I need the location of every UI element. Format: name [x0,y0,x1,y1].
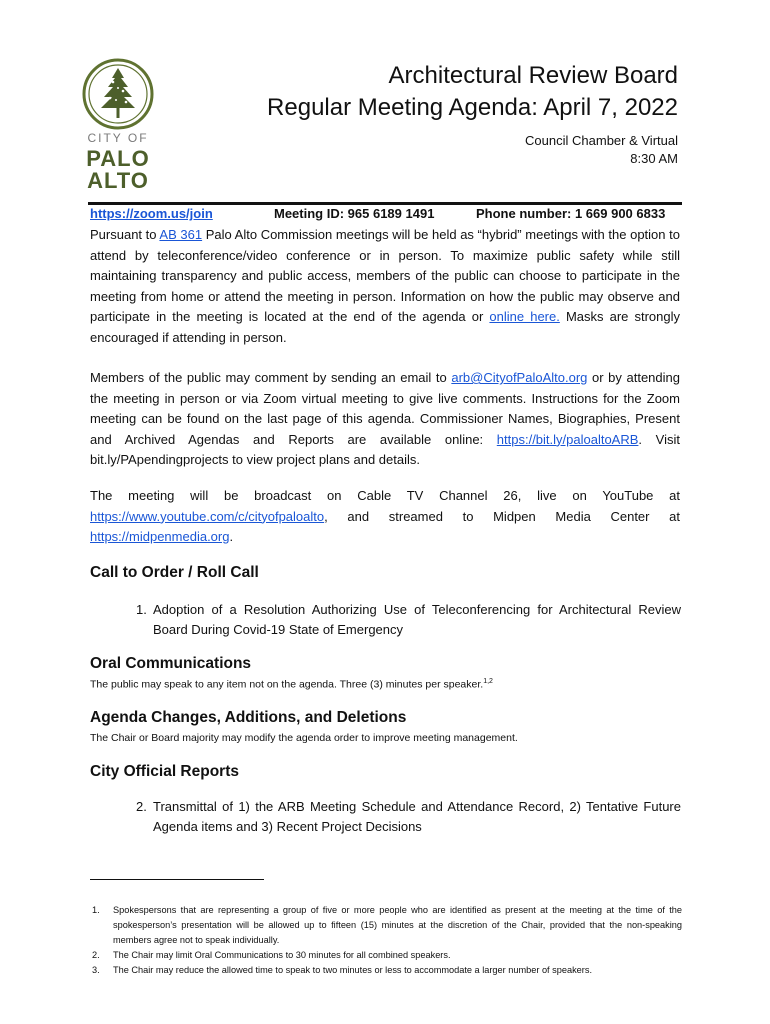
board-title: Architectural Review Board [388,62,678,89]
agenda-header [267,60,678,168]
ab361-link[interactable]: AB 361 [159,227,203,242]
oral-communications-heading: Oral Communications [90,655,252,672]
comment-text: . Visit bit.ly/PApendingprojects to view project plans and details. [90,431,680,468]
agenda-item-2 [136,797,681,837]
item-text: Adoption of a Resolution Authorizing Use of Teleconferencing for Architectural Review Board During Covid-19 State of Emergency [153,602,681,637]
email-link[interactable]: arb@CityofPaloAlto.org [451,370,588,385]
logo-alto: ALTO [87,168,149,193]
item-number: 1. [136,602,147,617]
footnote-text: The Chair may limit Oral Communications to 30 minutes for all combined speakers. [113,950,451,960]
agenda-title: Regular Meeting Agenda: April 7, 2022 [267,94,678,121]
city-logo [82,58,154,193]
footnote-divider [90,879,264,880]
broadcast-text: , and streamed to Midpen Media Center at [324,508,680,524]
item-text: Transmittal of 1) the ARB Meeting Schedule and Attendance Record, 2) Tentative Future Agenda items and 3) Recent Project Decisions [153,799,681,834]
meeting-id: Meeting ID: 965 6189 1491 [274,206,435,221]
meeting-time: 8:30 AM [630,151,678,166]
item-number: 2. [136,799,147,814]
comment-text: or by attending the meeting in person or via Zoom virtual meeting to give live comments. Instructions for the Zoom meeting can be found on the last page of this agenda. Commissioner Names, Biographies, Present and Archived Agendas and Reports are available online: [90,370,680,447]
intro-paragraph [90,225,680,349]
agenda-changes-note: The Chair or Board majority may modify the agenda order to improve meeting management. [90,732,518,744]
footnote-text: Spokespersons that are representing a group of five or more people who are identified as present at the meeting at the time of the spokesperson’s presentation will be allowed up to fifteen (15) minutes at the discretion of the Chair, provided that the non-speaking members agree not to speak individually. [113,905,682,945]
footnote-2 [92,948,682,963]
logo-palo: PALO [86,146,150,171]
bitly-arb-link[interactable]: https://bit.ly/paloaltoARB [496,431,639,447]
intro-text: Pursuant to [90,227,160,242]
footnote-number: 1. [92,905,100,915]
logo-city-of: CITY OF [87,131,149,145]
footnote-number: 2. [92,950,100,960]
broadcast-text: . [229,529,234,545]
oral-communications-note [90,678,690,691]
footnote-3 [92,963,682,978]
online-here-link[interactable]: online here. [489,309,560,325]
comment-text: Members of the public may comment by sending an email to [90,370,452,385]
broadcast-paragraph [90,486,680,548]
zoom-join-link[interactable]: https://zoom.us/join [90,206,213,221]
broadcast-text: The meeting will be broadcast on Cable TV Channel 26, live on YouTube at [90,488,680,503]
intro-text: Masks are strongly encouraged if attending in person. [90,309,680,345]
footnote-number: 3. [92,965,100,975]
city-reports-heading: City Official Reports [90,763,239,780]
oral-note-text: The public may speak to any item not on the agenda. Three (3) minutes per speaker. [90,678,484,691]
footnote-1 [92,903,682,948]
agenda-changes-heading: Agenda Changes, Additions, and Deletions [90,709,407,726]
agenda-item-1 [136,600,681,640]
intro-text: Palo Alto Commission meetings will be held as “hybrid” meetings with the option to attend by teleconference/video conference or in person. To maximize public safety while still maintaining transparency and public access, members of the public can choose to participate in the meeting from home or attend the meeting in person. Information on how the public may observe and participate in the meeting is located at the end of the agenda or [90,227,680,325]
footnote-text: The Chair may reduce the allowed time to speak to two minutes or less to accommodate a larger number of speakers. [113,965,592,975]
phone-number: Phone number: 1 669 900 6833 [476,206,666,221]
comment-paragraph [90,368,680,471]
call-to-order-heading: Call to Order / Roll Call [90,564,259,581]
meeting-venue: Council Chamber & Virtual [525,133,678,148]
midpen-link[interactable]: https://midpenmedia.org [90,529,230,545]
youtube-link[interactable]: https://www.youtube.com/c/cityofpaloalto [90,508,325,524]
tree-seal-icon [82,58,154,130]
header-divider [88,202,682,205]
footnote-ref: 1,2 [483,678,493,685]
